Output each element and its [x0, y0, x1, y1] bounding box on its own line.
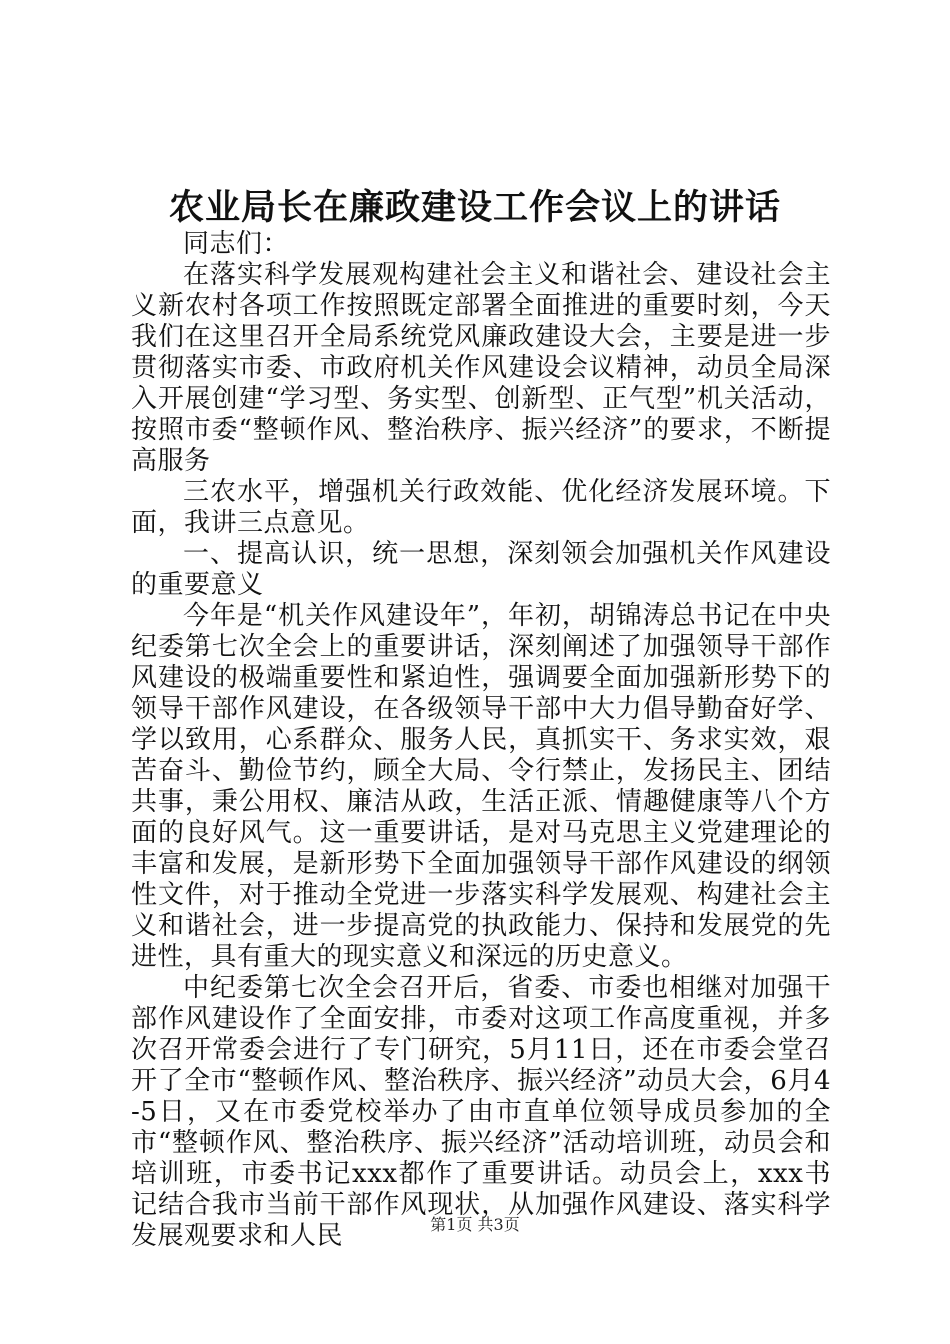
- page-number-footer: 第1页 共3页: [430, 1215, 520, 1234]
- body-paragraph: 今年是“机关作风建设年”，年初，胡锦涛总书记在中央纪委第七次全会上的重要讲话，深刻阐述了加强领导干部作风建设的极端重要性和紧迫性，强调要全面加强新形势下的领导干部作风建设，在各级领导干部中大力倡导勤奋好学、学以致用，心系群众、服务人民，真抓实干、务求实效，艰苦奋斗、勤俭节约，顾全大局、令行禁止，发扬民主、团结共事，秉公用权、廉洁从政，生活正派、情趣健康等八个方面的良好风气。这一重要讲话，是对马克思主义党建理论的丰富和发展，是新形势下全面加强领导干部作风建设的纲领性文件，对于推动全党进一步落实科学发展观、构建社会主义和谐社会，进一步提高党的执政能力、保持和发展党的先进性，具有重大的现实意义和深远的历史意义。: [131, 601, 831, 972]
- document-body: [131, 229, 831, 1252]
- salutation-paragraph: 同志们：: [183, 229, 290, 259]
- body-paragraph: 在落实科学发展观构建社会主义和谐社会、建设社会主义新农村各项工作按照既定部署全面推进的重要时刻，今天我们在这里召开全局系统党风廉政建设大会，主要是进一步贯彻落实市委、市政府机关作风建设会议精神，动员全局深入开展创建“学习型、务实型、创新型、正气型”机关活动，按照市委“整顿作风、整治秩序、振兴经济”的要求，不断提高服务: [131, 260, 831, 476]
- document-title: 农业局长在廉政建设工作会议上的讲话: [168, 187, 781, 228]
- section-heading: 一、提高认识，统一思想，深刻领会加强机关作风建设的重要意义: [131, 539, 831, 600]
- body-paragraph: 三农水平，增强机关行政效能、优化经济发展环境。下面，我讲三点意见。: [131, 477, 831, 538]
- body-paragraph: 中纪委第七次全会召开后，省委、市委也相继对加强干部作风建设作了全面安排，市委对这项工作高度重视，并多次召开常委会进行了专门研究，5月11日，还在市委会堂召开了全市“整顿作风、整治秩序、振兴经济”动员大会，6月4-5日，又在市委党校举办了由市直单位领导成员参加的全市“整顿作风、整治秩序、振兴经济”活动培训班，动员会和培训班，市委书记xxx都作了重要讲话。动员会上，xxx书记结合我市当前干部作风现状，从加强作风建设、落实科学发展观要求和人民: [131, 973, 831, 1251]
